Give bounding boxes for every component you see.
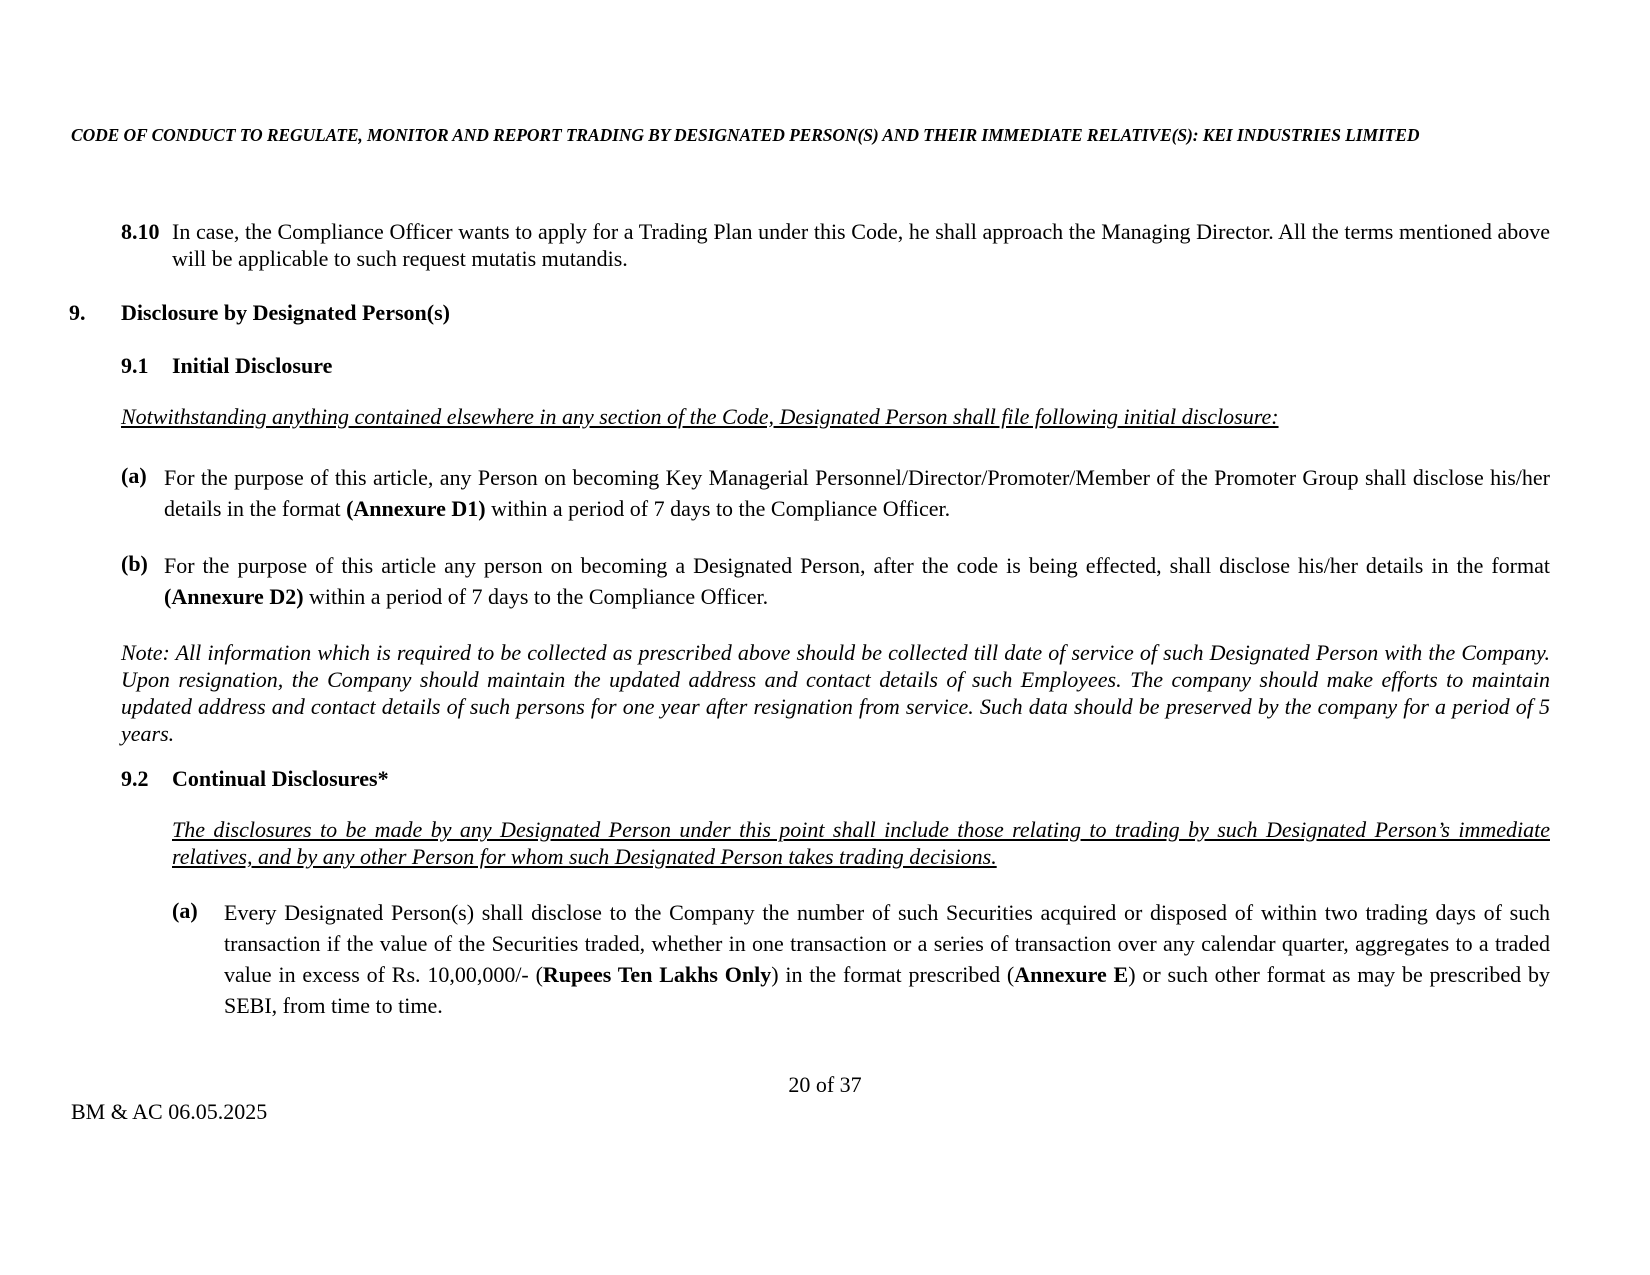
section-9-number: 9. — [69, 300, 86, 325]
clause-9-2-number: 9.2 — [121, 766, 149, 791]
section-9-title: Disclosure by Designated Person(s) — [121, 300, 450, 325]
annexure-d2-reference: (Annexure D2) — [164, 584, 304, 609]
clause-8-10-text: In case, the Compliance Officer wants to apply for a Trading Plan under this Code, he shall approach the Managing Director. All the terms mentioned above will be applicable to such request mutatis mutandis. — [172, 219, 1550, 271]
annexure-d1-reference: (Annexure D1) — [346, 496, 486, 521]
clause-9-2-title: Continual Disclosures* — [172, 766, 389, 791]
clause-9-1-number: 9.1 — [121, 353, 149, 378]
clause-9-2-item-a-text — [224, 897, 1550, 1021]
clause-9-1-item-b-label: (b) — [121, 551, 148, 576]
clause-9-2-item-a-text-2: ) in the format prescribed ( — [771, 962, 1015, 987]
clause-9-1-item-a-text — [164, 462, 1550, 524]
clause-9-1-item-b-text — [164, 550, 1550, 612]
clause-9-2-item-a-text-3: ) or such other format as may be prescribed by SEBI, from time to time. — [224, 962, 1550, 1018]
clause-9-2-item-a-text-1: Every Designated Person(s) shall disclose to the Company the number of such Securities acquired or disposed of within two trading days of such transaction if the value of the Securities traded, whether in one transaction or a series of transaction over any calendar quarter, aggregates to a traded value in excess of Rs. 10,00,000/- ( — [224, 900, 1550, 987]
clause-9-1-item-a-text-before: For the purpose of this article, any Person on becoming Key Managerial Personnel/Director/Promoter/Member of the Promoter Group shall disclose his/her details in the format — [164, 465, 1550, 521]
clause-9-1-item-b-text-before: For the purpose of this article any person on becoming a Designated Person, after the code is being effected, shall disclose his/her details in the format — [164, 553, 1550, 578]
clause-9-2-intro: The disclosures to be made by any Designated Person under this point shall include those relating to trading by such Designated Person’s immediate relatives, and by any other Person for whom such Designated Person takes trading decisions. — [172, 817, 1550, 869]
clause-9-1-note: Note: All information which is required to be collected as prescribed above should be collected till date of service of such Designated Person with the Company. Upon resignation, the Company should maintain the updated address and contact details of such Employees. The company should make efforts to maintain updated address and contact details of such persons for one year after resignation from service. Such data should be preserved by the company for a period of 5 years. — [121, 640, 1550, 746]
clause-9-2-item-a-label: (a) — [172, 898, 198, 923]
annexure-e-reference: Annexure E — [1014, 962, 1129, 987]
clause-9-1-item-a-text-after: within a period of 7 days to the Compliance Officer. — [485, 496, 951, 521]
page-number: 20 of 37 — [788, 1072, 862, 1097]
clause-9-1-item-b-text-after: within a period of 7 days to the Compliance Officer. — [303, 584, 769, 609]
document-footer: BM & AC 06.05.2025 — [71, 1099, 268, 1124]
clause-9-1-intro: Notwithstanding anything contained elsewhere in any section of the Code, Designated Person shall file following initial disclosure: — [121, 404, 1279, 429]
clause-9-1-item-a-label: (a) — [121, 463, 147, 488]
rupees-ten-lakhs-reference: Rupees Ten Lakhs Only — [542, 962, 772, 987]
document-header: CODE OF CONDUCT TO REGULATE, MONITOR AND REPORT TRADING BY DESIGNATED PERSON(S) AND THEIR IMMEDIATE RELATIVE(S): KEI INDUSTRIES LIMITED — [71, 125, 1420, 145]
clause-9-1-title: Initial Disclosure — [172, 353, 333, 378]
clause-8-10-number: 8.10 — [121, 219, 160, 244]
